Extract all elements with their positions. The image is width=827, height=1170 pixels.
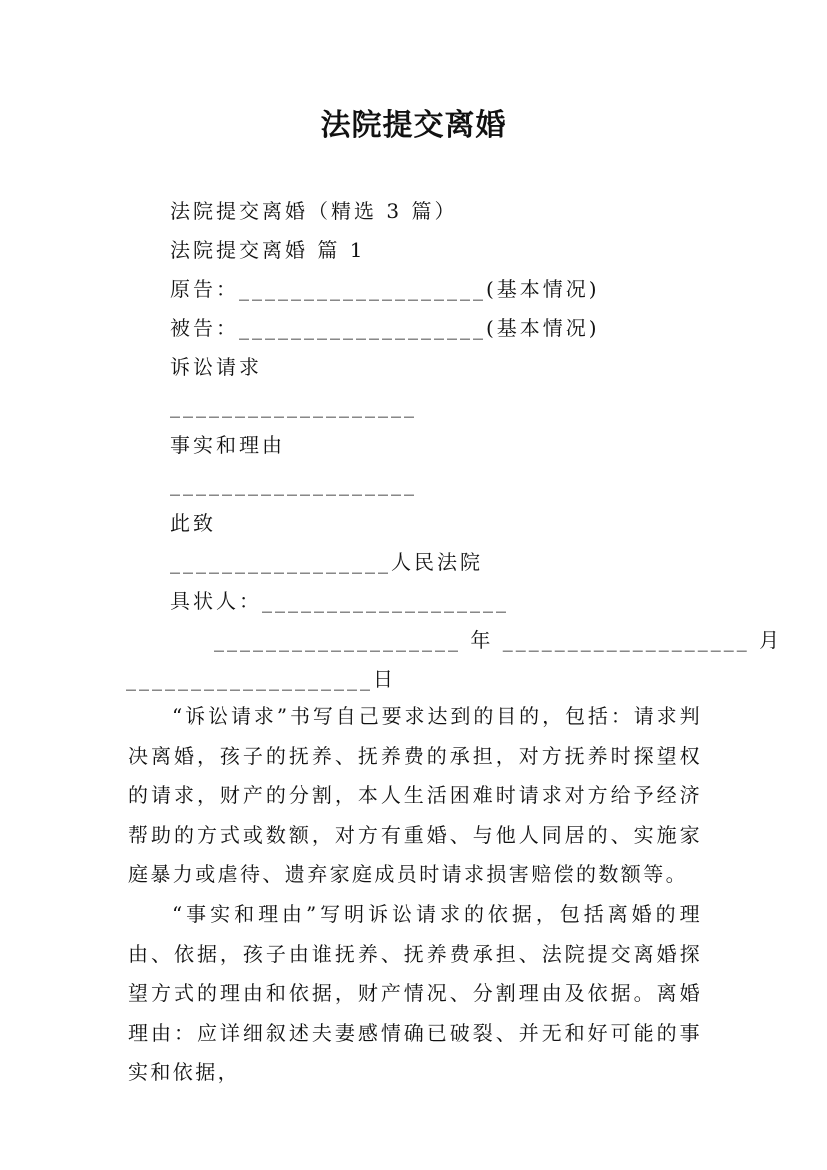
signer-line: 具状人：___________________ — [170, 589, 509, 613]
claims-explanation — [128, 697, 702, 895]
facts-paragraph: “事实和理由”写明诉讼请求的依据，包括离婚的理由、依据，孩子由谁抚养、抚养费承担、法院提交离婚探望方式的理由和依据，财产情况、分割理由及依据。离婚理由：应详细叙述夫妻感情确已破裂、并无和好可能的事实和依据， — [128, 902, 702, 1084]
claims-paragraph: “诉讼请求”书写自己要求达到的目的，包括：请求判决离婚，孩子的抚养、抚养费的承担，对方抚养时探望权的请求，财产的分割，本人生活困难时请求对方给予经济帮助的方式或数额，对方有重婚、与他人同居的、实施家庭暴力或虐待、遗弃家庭成员时请求损害赔偿的数额等。 — [128, 704, 702, 886]
document-title: 法院提交离婚 — [320, 108, 507, 143]
claims-blank: ___________________ — [170, 394, 417, 418]
plaintiff-line: 原告：___________________(基本情况) — [170, 277, 600, 301]
date-year-month-line: ___________________ 年 ___________________ 月 — [214, 628, 783, 652]
court-line: _________________人民法院 — [170, 550, 483, 574]
facts-blank: ___________________ — [170, 472, 417, 496]
section-title: 法院提交离婚 篇 1 — [170, 238, 366, 262]
defendant-line: 被告：___________________(基本情况) — [170, 316, 600, 340]
salutation: 此致 — [170, 511, 216, 535]
claims-label: 诉讼请求 — [170, 355, 262, 379]
date-day-line: ___________________日 — [126, 667, 396, 691]
document-subtitle: 法院提交离婚（精选 3 篇） — [170, 199, 458, 223]
facts-label: 事实和理由 — [170, 433, 285, 457]
facts-explanation — [128, 895, 702, 1093]
